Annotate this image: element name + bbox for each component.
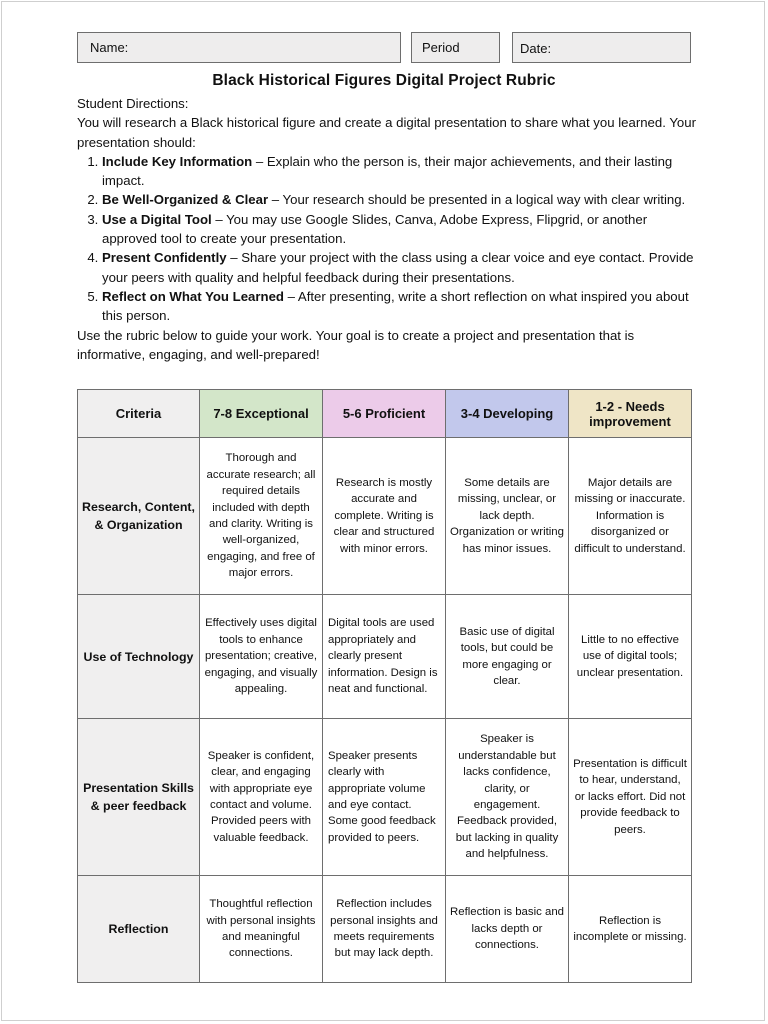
row-criteria-label: Presentation Skills & peer feedback <box>78 719 200 876</box>
directions-item-text: – After presenting, write a short reflection on what inspired you about this person. <box>102 288 689 324</box>
period-label: Period <box>422 40 460 55</box>
table-cell: Basic use of digital tools, but could be more engaging or clear. <box>446 595 569 719</box>
directions-item-title: Present Confidently <box>102 250 227 266</box>
directions-intro: You will research a Black historical figure and create a digital presentation to share what you learned. Your presentation should: <box>77 115 696 150</box>
row-criteria-label: Reflection <box>78 876 200 983</box>
table-cell: Digital tools are used appropriately and clearly present information. Design is neat and functional. <box>323 595 446 719</box>
table-cell: Reflection is basic and lacks depth or connections. <box>446 876 569 983</box>
directions-item-text: – You may use Google Slides, Canva, Adobe Express, Flipgrid, or another approved tool to create your presentation. <box>102 211 648 247</box>
rubric-table <box>77 389 692 983</box>
directions-list <box>77 152 697 326</box>
directions-item <box>102 248 697 287</box>
table-cell: Speaker is understandable but lacks confidence, clarity, or engagement. Feedback provided, but lacking in quality and helpfulness. <box>446 719 569 876</box>
name-label: Name: <box>90 40 129 55</box>
date-field[interactable] <box>512 32 691 63</box>
header-proficient: 5-6 Proficient <box>323 390 446 438</box>
table-cell: Reflection includes personal insights and meets requirements but may lack depth. <box>323 876 446 983</box>
table-row <box>78 438 692 595</box>
directions-closing: Use the rubric below to guide your work. Your goal is to create a project and presentation that is informative, engaging, and well-prepared! <box>77 327 635 362</box>
table-cell: Little to no effective use of digital tools; unclear presentation. <box>569 595 692 719</box>
table-cell: Research is mostly accurate and complete. Writing is clear and structured with minor errors. <box>323 438 446 595</box>
directions-item <box>102 210 697 249</box>
table-row <box>78 719 692 876</box>
table-cell: Thoughtful reflection with personal insights and meaningful connections. <box>200 876 323 983</box>
directions-item-title: Reflect on What You Learned <box>102 288 284 304</box>
header-needs-improvement: 1-2 - Needs improvement <box>569 390 692 438</box>
table-cell: Speaker presents clearly with appropriate volume and eye contact. Some good feedback provided to peers. <box>323 719 446 876</box>
directions-item-text: – Explain who the person is, their major achievements, and their lasting impact. <box>102 153 673 189</box>
table-cell: Reflection is incomplete or missing. <box>569 876 692 983</box>
header-developing: 3-4 Developing <box>446 390 569 438</box>
directions-item-title: Be Well-Organized & Clear <box>102 192 269 208</box>
directions-item <box>102 190 697 209</box>
header-fields <box>77 32 691 64</box>
directions-item-title: Use a Digital Tool <box>102 211 212 227</box>
row-criteria-label: Research, Content, & Organization <box>78 438 200 595</box>
table-cell: Speaker is confident, clear, and engaging with appropriate eye contact and volume. Provided peers with valuable feedback. <box>200 719 323 876</box>
directions-item <box>102 287 697 326</box>
table-cell: Effectively uses digital tools to enhance presentation; creative, engaging, and visually appealing. <box>200 595 323 719</box>
table-row <box>78 595 692 719</box>
directions-item-title: Include Key Information <box>102 153 253 169</box>
table-row <box>78 876 692 983</box>
directions-item-text: – Your research should be presented in a logical way with clear writing. <box>268 192 686 208</box>
header-criteria: Criteria <box>78 390 200 438</box>
student-directions <box>77 94 697 364</box>
name-field[interactable] <box>77 32 401 63</box>
period-field[interactable] <box>411 32 500 63</box>
date-label: Date: <box>520 41 552 56</box>
table-cell: Thorough and accurate research; all required details included with depth and clarity. Writing is well-organized, engaging, and free of major errors. <box>200 438 323 595</box>
row-criteria-label: Use of Technology <box>78 595 200 719</box>
directions-item-text: – Share your project with the class using a clear voice and eye contact. Provide your peers with quality and helpful feedback during their presentations. <box>102 250 694 285</box>
directions-item <box>102 152 697 191</box>
header-exceptional: 7-8 Exceptional <box>200 390 323 438</box>
table-cell: Major details are missing or inaccurate. Information is disorganized or difficult to understand. <box>569 438 692 595</box>
table-cell: Some details are missing, unclear, or lack depth. Organization or writing has minor issues. <box>446 438 569 595</box>
directions-heading: Student Directions: <box>77 96 189 111</box>
page-title: Black Historical Figures Digital Project Rubric <box>212 72 556 89</box>
rubric-header-row <box>78 390 692 438</box>
table-cell: Presentation is difficult to hear, understand, or lacks effort. Did not provide feedback to peers. <box>569 719 692 876</box>
